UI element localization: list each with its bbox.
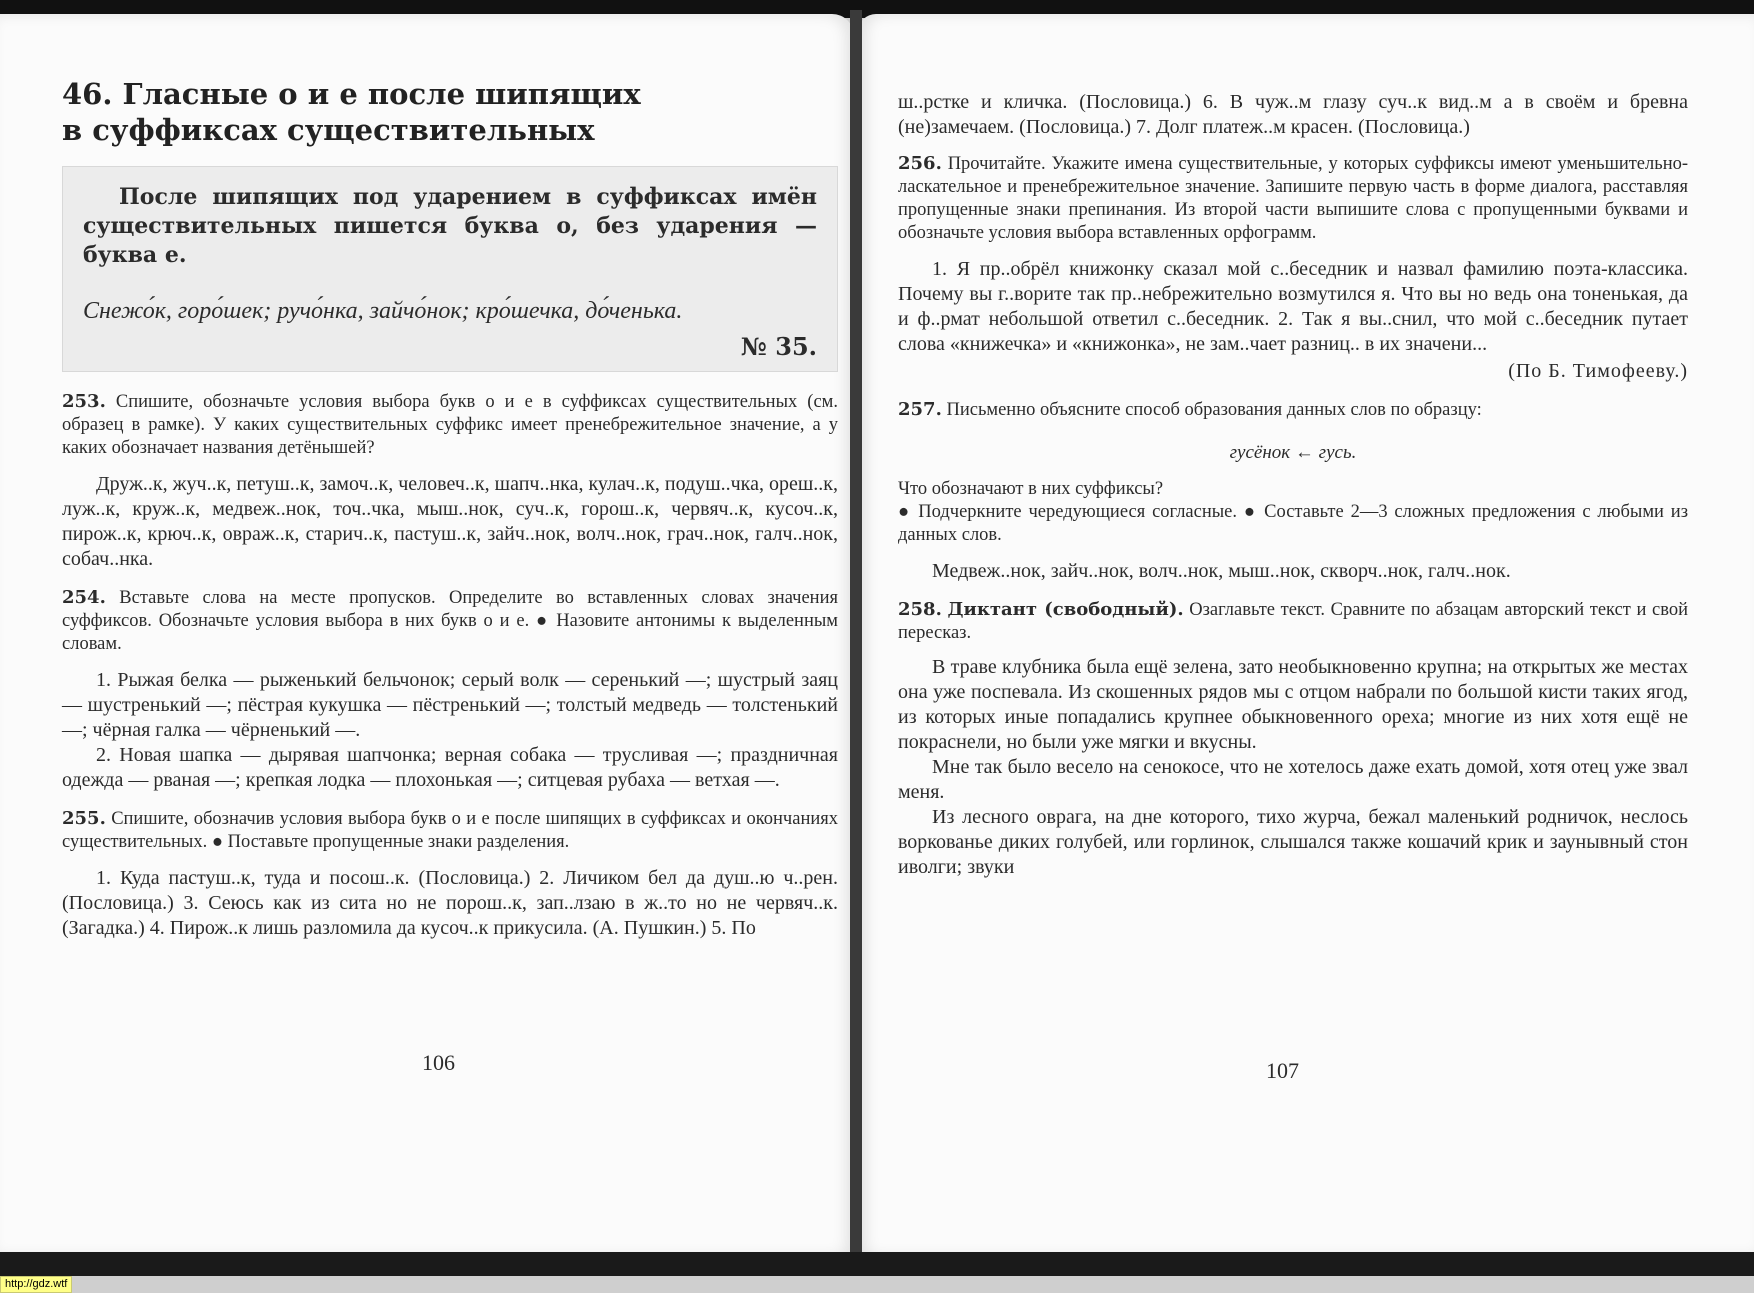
exercise-number: 255.	[62, 808, 106, 829]
exercise-task-text: Спишите, обозначьте условия выбора букв о и е в суффиксах существительных (см. образец в рамке). У каких существительных суффикс имеет пренебрежительное значение, а у каких обозначает названия детёнышей?	[62, 392, 838, 458]
exercise-number: 253.	[62, 391, 106, 412]
rule-box	[62, 166, 838, 372]
exercise-254-task	[62, 586, 838, 656]
exercise-task-text: Письменно объясните способ образования данных слов по образцу:	[946, 400, 1482, 420]
source-url[interactable]: http://gdz.wtf	[0, 1276, 72, 1293]
page-number: 106	[422, 1050, 455, 1075]
page-number: 107	[1266, 1058, 1299, 1083]
right-page	[858, 14, 1754, 1256]
exercise-254-part2: 2. Новая шапка — дырявая шапчонка; верная собака — трусливая —; праздничная одежда — рваная —; крепкая лодка — плохонькая —; ситцевая рубаха — ветхая —.	[62, 744, 838, 791]
exercise-256-task	[898, 152, 1688, 245]
section-title-line1: 46. Гласные о и е после шипящих	[62, 77, 641, 111]
exercise-257	[898, 398, 1688, 584]
exercise-number: 256.	[898, 153, 942, 174]
dictation-paragraph-2: Мне так было весело на сенокосе, что не хотелось даже ехать домой, хотя отец уже звал меня.	[898, 756, 1688, 803]
exercise-255	[62, 807, 838, 941]
exercise-253-text: Друж..к, жуч..к, петуш..к, замоч..к, человеч..к, шапч..нка, кулач..к, подуш..чка, ореш..к, луж..к, круж..к, медвеж..нок, точ..чка, мыш..нок, суч..к, горош..к, червяч..к, кусоч..к, пирож..к, крюч..к, овраж..к, старич..к, пастуш..к, зайч..нок, волч..нок, грач..нок, галч..нок, собач..нка.	[62, 473, 838, 570]
right-page-content	[898, 90, 1688, 894]
rule-text: После шипящих под ударением в суффиксах имён существительных пишется буква о, без ударения — буква е.	[83, 184, 817, 268]
exercise-257-text: Медвеж..нок, зайч..нок, волч..нок, мыш..нок, скворч..нок, галч..нок.	[932, 560, 1511, 582]
dictation-paragraph-1: В траве клубника была ещё зелена, зато необыкновенно крупна; на открытых же местах она уже поспевала. Из скошенных рядов мы с отцом набрали по большой кисти таких ягод, из которых иные попадались крупнее обыкновенного ореха; многие из них хотя ещё не покраснели, но были уже мягки и вкусны.	[898, 656, 1688, 753]
exercise-256-text: 1. Я пр..обрёл книжонку сказал мой с..беседник и назвал фамилию поэта-классика. Почему вы г..ворите так пр..небрежительно возмутился я. Что вы но ведь она тоненькая, да и ф..рмат небольшой ответил с..беседник. 2. Так я вы..снил, что мой с..беседник путает слова «книжечка» и «книжонка», не зам..чает разниц.. в их значени...	[898, 258, 1688, 355]
book-gutter	[850, 10, 862, 1260]
exercise-253	[62, 390, 838, 572]
exercise-256-source: (По Б. Тимофееву.)	[1508, 360, 1688, 382]
exercise-task-text: Озаглавьте текст. Сравните по абзацам авторский текст и свой пересказ.	[898, 600, 1689, 643]
exercise-256	[898, 152, 1688, 384]
bottom-edge	[0, 1252, 1754, 1276]
dictation-paragraph-3: Из лесного оврага, на дне которого, тихо журча, бежал маленький родничок, неслось воркованье диких голубей, или горлинок, слышался также кошачий крик и заунывный стон иволги; звуки	[898, 806, 1688, 878]
rule-example: Снежо́к, горо́шек; ручо́нка, зайчо́нок; кро́шечка, до́ченька.	[83, 298, 683, 324]
section-title-line2: в суффиксах существительных	[62, 113, 595, 147]
exercise-255-text: 1. Куда пастуш..к, туда и посош..к. (Пословица.) 2. Личиком бел да душ..ю ч..рен. (Пословица.) 3. Сеюсь как из сита но не порош..к, зап..лзаю в ж..то но не червяч..к. (Загадка.) 4. Пирож..к лишь разломила да кусоч..к прикусила. (А. Пушкин.) 5. По	[62, 867, 838, 939]
exercise-253-task	[62, 390, 838, 460]
exercise-254	[62, 586, 838, 793]
exercise-number: 258.	[898, 599, 942, 620]
exercise-257-example: гусёнок ← гусь.	[1229, 442, 1357, 463]
exercise-258-task	[898, 598, 1688, 645]
left-page-content	[62, 76, 838, 955]
left-page	[0, 14, 854, 1256]
exercise-task-text: Прочитайте. Укажите имена существительные, у которых суффиксы имеют уменьшительно-ласкательное и пренебрежительное значение. Запишите первую часть в форме диалога, расставляя пропущенные знаки препинания. Из второй части выпишите слова с пропущенными буквами и обозначьте условия выбора вставленных орфограмм.	[898, 154, 1689, 243]
exercise-task-text: Вставьте слова на месте пропусков. Определите во вставленных словах значения суффиксов. Обозначьте условия выбора в них букв о и е. ● Назовите антонимы к выделенным словам.	[62, 588, 838, 654]
exercise-number: 254.	[62, 587, 106, 608]
exercise-255-task	[62, 807, 838, 854]
exercise-257-task	[898, 398, 1688, 422]
exercise-257-subtask: ● Подчеркните чередующиеся согласные. ● Составьте 2—3 сложных предложения с любыми из данных слов.	[898, 502, 1688, 545]
continued-text: ш..рстке и кличка. (Пословица.) 6. В чуж..м глазу суч..к вид..м а в своём и бревна (не)замечаем. (Пословица.) 7. Долг платеж..м красен. (Пословица.)	[898, 91, 1688, 138]
exercise-257-question: Что обозначают в них суффиксы?	[898, 479, 1164, 499]
exercise-number: 257.	[898, 399, 942, 420]
exercise-254-part1: 1. Рыжая белка — рыженький бельчонок; серый волк — серенький —; шустрый заяц — шустренький —; пёстрая кукушка — пёстренький —; толстый медведь — толстенький —; чёрная галка — чёрненький —.	[62, 669, 838, 741]
exercise-task-text: Спишите, обозначив условия выбора букв о и е после шипящих в суффиксах и окончаниях существительных. ● Поставьте пропущенные знаки разделения.	[62, 809, 839, 852]
section-title	[62, 76, 838, 148]
rule-reference: № 35.	[740, 332, 817, 361]
exercise-258	[898, 598, 1688, 880]
exercise-258-title: Диктант (свободный).	[947, 599, 1184, 620]
